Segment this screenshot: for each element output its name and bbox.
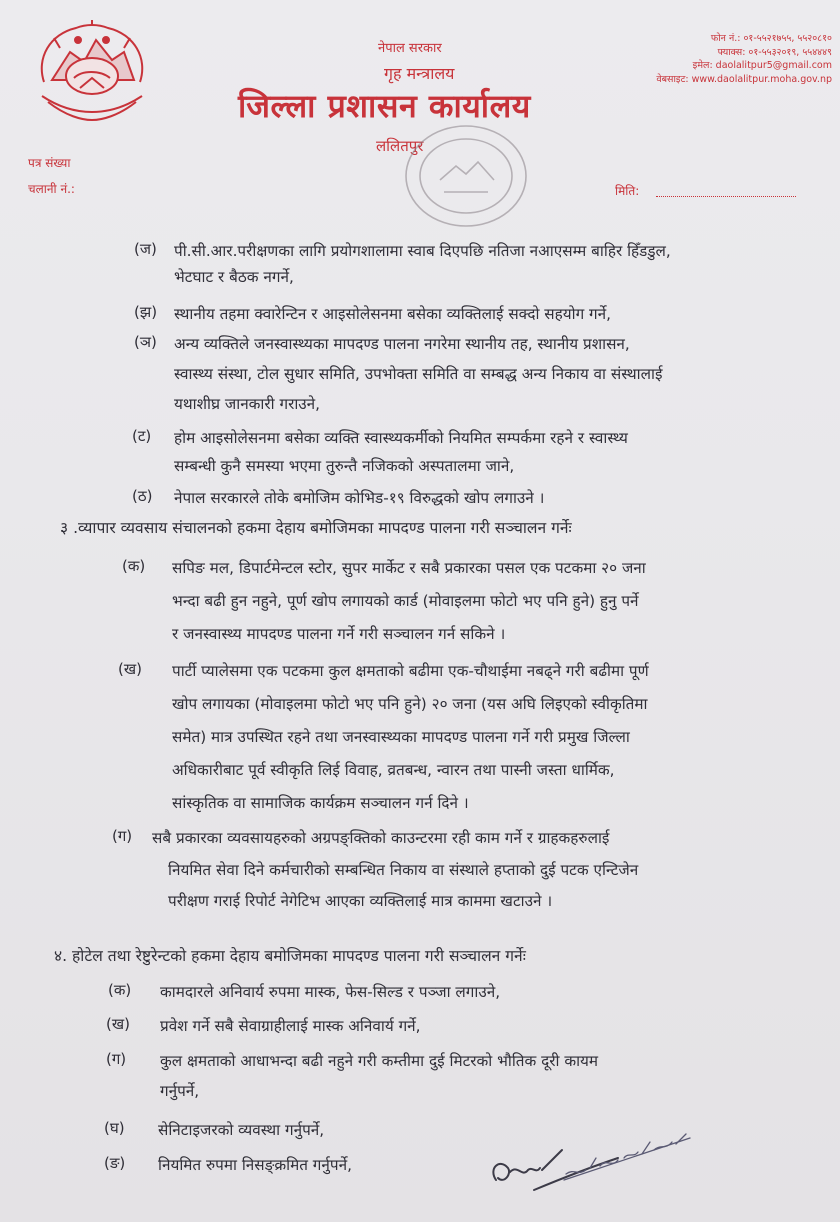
- item-marker: (ग): [112, 827, 133, 845]
- item-line: भेटघाट र बैठक नगर्ने,: [174, 268, 294, 286]
- item-marker: (घ): [104, 1119, 125, 1137]
- section-3-heading: ३ .व्यापार व्यवसाय संचालनको हकमा देहाय बमोजिमका मापदण्ड पालना गरी सञ्चालन गर्नेः: [60, 519, 572, 537]
- item-marker: (ङ): [104, 1154, 126, 1172]
- item-line: परीक्षण गराई रिपोर्ट नेगेटिभ आएका व्यक्तिलाई मात्र काममा खटाउने ।: [168, 892, 553, 910]
- item-line: खोप लगायका (मोवाइलमा फोटो भए पनि हुने) २० जना (यस अघि लिइएको स्वीकृतिमा: [172, 695, 648, 713]
- date-label: मिति:: [615, 184, 640, 198]
- website-text: वेबसाइट: www.daolalitpur.moha.gov.np: [656, 73, 832, 85]
- item-marker: (क): [122, 557, 146, 575]
- fax-text: फ्याक्स: ०१-५५३२०१९, ५५४४४९: [717, 46, 832, 58]
- item-line: र जनस्वास्थ्य मापदण्ड पालना गर्ने गरी सञ्चालन गर्न सकिने ।: [172, 625, 506, 643]
- item-line: सपिङ मल, डिपार्टमेन्टल स्टोर, सुपर मार्केट र सबै प्रकारका पसल एक पटकमा २० जना: [172, 559, 646, 577]
- item-line: प्रवेश गर्ने सबै सेवाग्राहीलाई मास्क अनिवार्य गर्ने,: [160, 1017, 421, 1035]
- item-line: कुल क्षमताको आधाभन्दा बढी नहुने गरी कम्तीमा दुई मिटरको भौतिक दूरी कायम: [160, 1052, 599, 1070]
- section-4-heading: ४. होटेल तथा रेष्टुरेन्टको हकमा देहाय बमोजिमका मापदण्ड पालना गरी सञ्चालन गर्नेः: [54, 947, 526, 965]
- item-line: पार्टी प्यालेसमा एक पटकमा कुल क्षमताको बढीमा एक-चौथाईमा नबढ्ने गरी बढीमा पूर्ण: [172, 662, 649, 680]
- item-marker: (ख): [106, 1015, 130, 1033]
- government-name: नेपाल सरकार: [378, 41, 442, 56]
- item-line: स्थानीय तहमा क्वारेन्टिन र आइसोलेसनमा बसेका व्यक्तिलाई सक्दो सहयोग गर्ने,: [174, 305, 612, 323]
- district-name: ललितपुर: [376, 137, 424, 155]
- item-marker: (ख): [118, 660, 142, 678]
- item-line: सेनिटाइजरको व्यवस्था गर्नुपर्ने,: [158, 1121, 325, 1139]
- item-line: यथाशीघ्र जानकारी गराउने,: [174, 395, 321, 413]
- reference-number-label: पत्र संख्या: [28, 156, 71, 170]
- item-marker: (ठ): [132, 487, 153, 505]
- item-marker: (ज): [134, 240, 157, 258]
- item-line: सबै प्रकारका व्यवसायहरुको अग्रपङ्क्तिको काउन्टरमा रही काम गर्ने र ग्राहकहरुलाई: [152, 829, 610, 847]
- item-line: सम्बन्धी कुनै समस्या भएमा तुरुन्तै नजिकको अस्पतालमा जाने,: [174, 457, 515, 475]
- item-line: समेत) मात्र उपस्थित रहने तथा जनस्वास्थ्यका मापदण्ड पालना गर्ने गरी प्रमुख जिल्ला: [172, 728, 630, 746]
- office-title: जिल्ला प्रशासन कार्यालय: [238, 87, 531, 125]
- item-marker: (ञ): [134, 333, 157, 351]
- dispatch-number-label: चलानी नं.:: [28, 182, 75, 196]
- item-marker: (क): [108, 981, 132, 999]
- item-line: नियमित रुपमा निसङ्क्रमित गर्नुपर्ने,: [158, 1156, 352, 1174]
- ministry-name: गृह मन्त्रालय: [384, 64, 455, 83]
- item-line: अन्य व्यक्तिले जनस्वास्थ्यका मापदण्ड पालना नगरेमा स्थानीय तह, स्थानीय प्रशासन,: [174, 335, 630, 353]
- email-text: इमेल: daolalitpur5@gmail.com: [692, 60, 832, 71]
- item-line: होम आइसोलेसनमा बसेका व्यक्ति स्वास्थ्यकर्मीको नियमित सम्पर्कमा रहने र स्वास्थ्य: [174, 429, 628, 447]
- item-line: नियमित सेवा दिने कर्मचारीको सम्बन्धित निकाय वा संस्थाले हप्ताको दुई पटक एन्टिजेन: [168, 861, 639, 879]
- item-marker: (ग): [106, 1050, 127, 1068]
- item-marker: (ट): [132, 427, 152, 445]
- item-line: नेपाल सरकारले तोके बमोजिम कोभिड-१९ विरुद्धको खोप लगाउने ।: [174, 489, 545, 507]
- item-line: पी.सी.आर.परीक्षणका लागि प्रयोगशालामा स्वाब दिएपछि नतिजा नआएसम्म बाहिर हिँडडुल,: [174, 242, 671, 260]
- signature-icon: [478, 1128, 708, 1208]
- phone-text: फोन नं.: ०१-५५२१७५५, ५५२०८१०: [710, 33, 832, 44]
- item-line: गर्नुपर्ने,: [160, 1082, 200, 1100]
- item-line: स्वास्थ्य संस्था, टोल सुधार समिति, उपभोक्ता समिति वा सम्बद्ध अन्य निकाय वा संस्थालाई: [174, 365, 663, 383]
- item-line: सांस्कृतिक वा सामाजिक कार्यक्रम सञ्चालन गर्न दिने ।: [172, 794, 469, 812]
- item-line: भन्दा बढी हुन नहुने, पूर्ण खोप लगायको कार्ड (मोवाइलमा फोटो भए पनि हुने) हुनु पर्ने: [172, 592, 639, 610]
- item-line: कामदारले अनिवार्य रुपमा मास्क, फेस-सिल्ड र पञ्जा लगाउने,: [160, 983, 501, 1001]
- item-line: अधिकारीबाट पूर्व स्वीकृति लिई विवाह, व्रतबन्ध, न्वारन तथा पास्नी जस्ता धार्मिक,: [172, 761, 615, 779]
- item-marker: (झ): [134, 303, 158, 321]
